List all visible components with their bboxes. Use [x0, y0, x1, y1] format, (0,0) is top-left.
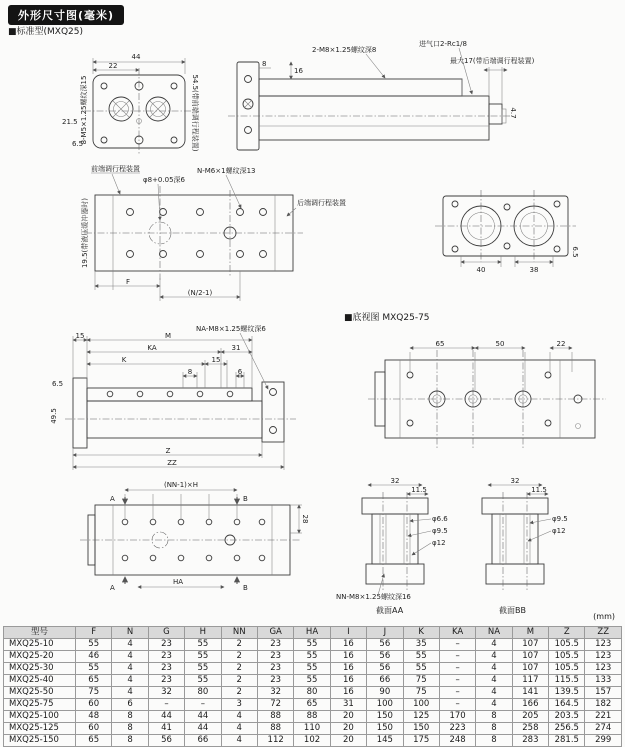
dim-cell: 41	[148, 723, 184, 735]
body-top-view	[80, 164, 346, 301]
table-row	[4, 675, 622, 687]
dim-cell: 56	[148, 735, 184, 747]
dim-cell: 170	[439, 711, 475, 723]
mounting-hole-top-view	[80, 481, 309, 592]
dim-cell: 105.5	[549, 651, 585, 663]
dim-cell: 2	[221, 639, 257, 651]
dim-cell: 65	[76, 675, 112, 687]
column-header: N	[112, 627, 148, 639]
dim-cell: 23	[148, 663, 184, 675]
section-aa-label: 截面AA	[376, 606, 404, 615]
dim-cell: 23	[257, 663, 293, 675]
model-cell: MXQ25-10	[4, 639, 76, 651]
assembly-side-view	[228, 39, 535, 150]
dim-cell: 80	[294, 687, 330, 699]
dim-cell: –	[439, 687, 475, 699]
dim-cell: 100	[367, 699, 403, 711]
dim-cell: 66	[185, 735, 221, 747]
dim-cell: 75	[403, 687, 439, 699]
dim-cell: 44	[185, 711, 221, 723]
dim-cell: 281.5	[549, 735, 585, 747]
model-cell: MXQ25-20	[4, 651, 76, 663]
table-row	[4, 723, 622, 735]
dim-label: 22	[556, 340, 566, 348]
dim-cell: 75	[403, 675, 439, 687]
dim-label: 44	[131, 53, 141, 61]
dim-cell: 105.5	[549, 639, 585, 651]
dim-label: φ9.5	[552, 515, 568, 523]
model-cell: MXQ25-75	[4, 699, 76, 711]
dim-cell: 55	[403, 651, 439, 663]
dim-cell: 55	[185, 675, 221, 687]
dim-cell: 4	[112, 687, 148, 699]
dim-label: φ6.6	[432, 515, 448, 523]
thread-note: N-M6×1螺纹深13	[197, 167, 256, 175]
bottom-view-mxq25-75	[368, 340, 606, 448]
dim-label: 6	[237, 368, 243, 376]
dim-cell: 102	[294, 735, 330, 747]
dim-cell: 8	[476, 711, 512, 723]
dim-label: K	[121, 356, 127, 364]
dim-cell: 23	[257, 639, 293, 651]
dim-cell: 65	[294, 699, 330, 711]
dim-cell: 175	[403, 735, 439, 747]
table-header-row	[4, 627, 622, 639]
dim-cell: 46	[76, 651, 112, 663]
section-bb-view	[482, 477, 568, 615]
dim-label: KA	[147, 344, 157, 352]
dim-cell: 150	[367, 723, 403, 735]
air-port-note: 进气口2-Rc1/8	[419, 40, 467, 48]
stroke-adjuster-note: 54.5(带前端调行程装置)	[191, 74, 199, 152]
dim-cell: 20	[330, 711, 366, 723]
dim-cell: 48	[76, 711, 112, 723]
dim-cell: 32	[148, 687, 184, 699]
column-header: KA	[439, 627, 475, 639]
column-header: H	[185, 627, 221, 639]
dim-cell: 283	[512, 735, 548, 747]
column-header: J	[367, 627, 403, 639]
dim-label: (NN-1)×H	[163, 481, 199, 489]
dim-label: 11.5	[411, 486, 427, 494]
model-cell: MXQ25-30	[4, 663, 76, 675]
dim-cell: 107	[512, 663, 548, 675]
dim-cell: 123	[585, 639, 622, 651]
dim-cell: 123	[585, 663, 622, 675]
side-elevation-view	[50, 324, 296, 470]
dim-cell: 88	[257, 723, 293, 735]
dim-label: 8	[187, 368, 193, 376]
model-cell: MXQ25-100	[4, 711, 76, 723]
dim-cell: 88	[294, 711, 330, 723]
dim-cell: 31	[330, 699, 366, 711]
dim-label: F	[125, 278, 131, 286]
dim-cell: 20	[330, 735, 366, 747]
dim-cell: 150	[403, 723, 439, 735]
dim-label: 4.7	[509, 107, 517, 119]
dim-cell: 150	[367, 711, 403, 723]
dim-label: 22	[108, 62, 118, 70]
dim-cell: 4	[221, 723, 257, 735]
dim-cell: 55	[185, 639, 221, 651]
dim-cell: –	[439, 699, 475, 711]
model-cell: MXQ25-50	[4, 687, 76, 699]
front-adjuster-note: 前端调行程装置	[91, 165, 140, 173]
dim-cell: 145	[367, 735, 403, 747]
dim-label: 50	[495, 340, 505, 348]
dim-cell: 2	[221, 687, 257, 699]
dim-cell: 35	[403, 639, 439, 651]
dim-cell: 55	[185, 651, 221, 663]
section-mark: A	[110, 584, 115, 592]
dim-label: M	[164, 332, 172, 340]
unit-label: (mm)	[593, 612, 615, 621]
dim-cell: 105.5	[549, 663, 585, 675]
dim-cell: 23	[148, 651, 184, 663]
dim-label: Z	[165, 447, 171, 455]
dim-cell: 75	[76, 687, 112, 699]
buffer-note: 19.5(带液压缓冲器时)	[81, 197, 89, 269]
column-header: NN	[221, 627, 257, 639]
dim-cell: 6	[112, 699, 148, 711]
dim-cell: 88	[257, 711, 293, 723]
dim-cell: 90	[367, 687, 403, 699]
dim-cell: 55	[403, 663, 439, 675]
column-header: M	[512, 627, 548, 639]
dim-cell: 205	[512, 711, 548, 723]
dim-cell: 115.5	[549, 675, 585, 687]
dim-cell: 157	[585, 687, 622, 699]
dim-cell: 133	[585, 675, 622, 687]
dim-cell: 60	[76, 723, 112, 735]
dim-label: 16	[294, 67, 303, 75]
column-header: I	[330, 627, 366, 639]
dim-cell: 2	[221, 651, 257, 663]
standard-type-label: ■标准型(MXQ25)	[8, 27, 83, 37]
body-end-view	[435, 190, 579, 274]
dim-cell: 4	[476, 651, 512, 663]
dim-cell: 100	[403, 699, 439, 711]
dim-cell: –	[439, 675, 475, 687]
max-stroke-note: 最大17(带后端调行程装置)	[450, 57, 535, 65]
dim-label: 6.5	[52, 380, 64, 388]
dim-cell: 4	[112, 651, 148, 663]
dim-cell: 66	[367, 675, 403, 687]
table-row	[4, 651, 622, 663]
dim-cell: 4	[221, 711, 257, 723]
column-header: Z	[549, 627, 585, 639]
dim-label: 15	[75, 332, 85, 340]
dim-label: φ9.5	[432, 527, 448, 535]
dim-cell: 139.5	[549, 687, 585, 699]
dim-cell: 16	[330, 639, 366, 651]
model-cell: MXQ25-125	[4, 723, 76, 735]
dim-label: 21.5	[62, 118, 78, 126]
dim-cell: 256.5	[549, 723, 585, 735]
dim-cell: 223	[439, 723, 475, 735]
table-row	[4, 639, 622, 651]
dim-label: 40	[476, 266, 486, 274]
dim-cell: 16	[330, 651, 366, 663]
dim-cell: 16	[330, 687, 366, 699]
dim-cell: 4	[476, 699, 512, 711]
dim-cell: 23	[257, 675, 293, 687]
dim-label: 11.5	[531, 486, 547, 494]
dim-cell: 258	[512, 723, 548, 735]
dim-label: 38	[529, 266, 539, 274]
dim-cell: 4	[476, 675, 512, 687]
dim-cell: 4	[476, 687, 512, 699]
dim-cell: 117	[512, 675, 548, 687]
dim-cell: 8	[112, 711, 148, 723]
dim-cell: –	[439, 663, 475, 675]
column-header: 型号	[4, 627, 76, 639]
dim-label: HA	[172, 578, 184, 586]
dim-cell: 23	[148, 639, 184, 651]
dim-label: 15	[211, 356, 221, 364]
dim-cell: 164.5	[549, 699, 585, 711]
dim-cell: 55	[294, 651, 330, 663]
model-cell: MXQ25-150	[4, 735, 76, 747]
dim-cell: 2	[221, 675, 257, 687]
dim-cell: 4	[112, 663, 148, 675]
dim-cell: 65	[76, 735, 112, 747]
dim-cell: 60	[76, 699, 112, 711]
bottom-view-label: ■底视图 MXQ25-75	[344, 313, 430, 323]
dim-label: 8	[262, 60, 267, 68]
thread-note: 2-M8×1.25螺纹深8	[312, 46, 377, 54]
dim-label: φ12	[552, 527, 566, 535]
pin-hole-note: φ8+0.05深6	[143, 176, 185, 184]
dim-cell: 274	[585, 723, 622, 735]
dim-cell: 182	[585, 699, 622, 711]
dim-cell: 55	[294, 663, 330, 675]
section-bb-label: 截面BB	[499, 606, 526, 615]
dim-cell: 23	[148, 675, 184, 687]
rear-adjuster-note: 后端调行程装置	[297, 199, 346, 207]
table-row	[4, 711, 622, 723]
section-aa-view	[336, 477, 448, 615]
section-mark: B	[243, 584, 248, 592]
dim-cell: 112	[257, 735, 293, 747]
dim-cell: 8	[476, 723, 512, 735]
table-row	[4, 687, 622, 699]
dimension-table	[3, 626, 622, 747]
dim-label: 6.5	[571, 246, 579, 258]
dim-cell: 55	[76, 663, 112, 675]
section-mark: B	[243, 495, 248, 503]
dim-cell: 16	[330, 663, 366, 675]
thread-note: NN-M8×1.25螺纹深16	[336, 593, 411, 601]
dim-cell: 166	[512, 699, 548, 711]
dim-cell: 55	[294, 675, 330, 687]
column-header: GA	[257, 627, 293, 639]
table-row	[4, 735, 622, 747]
dim-label: (N/2-1)	[187, 289, 213, 297]
dim-cell: 56	[367, 651, 403, 663]
dim-label: φ12	[432, 539, 446, 547]
dim-cell: 125	[403, 711, 439, 723]
dim-cell: 44	[185, 723, 221, 735]
dim-cell: 4	[476, 663, 512, 675]
dim-cell: 2	[221, 663, 257, 675]
dim-label: 32	[390, 477, 400, 485]
column-header: HA	[294, 627, 330, 639]
dim-cell: 55	[185, 663, 221, 675]
dim-cell: 110	[294, 723, 330, 735]
dim-cell: 56	[367, 639, 403, 651]
dim-cell: 141	[512, 687, 548, 699]
thread-note: NA-M8×1.25螺纹深6	[196, 325, 266, 333]
dim-cell: 4	[112, 639, 148, 651]
dim-cell: –	[439, 651, 475, 663]
column-header: G	[148, 627, 184, 639]
column-header: K	[403, 627, 439, 639]
dim-label: 6.5	[72, 140, 84, 148]
dim-cell: 80	[185, 687, 221, 699]
dim-cell: –	[185, 699, 221, 711]
dim-cell: 107	[512, 639, 548, 651]
thread-note: 8-M5×1.25螺纹深15	[80, 75, 88, 145]
page-title: 外形尺寸图(毫米)	[8, 5, 124, 25]
dim-cell: 203.5	[549, 711, 585, 723]
column-header: NA	[476, 627, 512, 639]
dim-cell: 72	[257, 699, 293, 711]
dim-cell: 8	[112, 723, 148, 735]
dim-cell: –	[439, 639, 475, 651]
dim-cell: 8	[112, 735, 148, 747]
dim-cell: 3	[221, 699, 257, 711]
dim-cell: 299	[585, 735, 622, 747]
column-header: ZZ	[585, 627, 622, 639]
table-row	[4, 663, 622, 675]
dim-label: 32	[510, 477, 520, 485]
dim-cell: 55	[76, 639, 112, 651]
dim-cell: 107	[512, 651, 548, 663]
dim-cell: 123	[585, 651, 622, 663]
column-header: F	[76, 627, 112, 639]
dim-cell: 248	[439, 735, 475, 747]
dim-label: 49.5	[50, 408, 58, 424]
dim-cell: 4	[112, 675, 148, 687]
dim-cell: –	[148, 699, 184, 711]
section-mark: A	[110, 495, 115, 503]
dim-label: 28	[301, 514, 309, 524]
dim-cell: 56	[367, 663, 403, 675]
dim-cell: 55	[294, 639, 330, 651]
table-row	[4, 699, 622, 711]
dim-label: 65	[435, 340, 445, 348]
dim-cell: 4	[476, 639, 512, 651]
dim-cell: 20	[330, 723, 366, 735]
dim-cell: 221	[585, 711, 622, 723]
dim-cell: 8	[476, 735, 512, 747]
dim-cell: 32	[257, 687, 293, 699]
dim-cell: 4	[221, 735, 257, 747]
dim-cell: 44	[148, 711, 184, 723]
dim-label: ZZ	[167, 459, 177, 467]
dim-label: 31	[231, 344, 241, 352]
model-cell: MXQ25-40	[4, 675, 76, 687]
dim-cell: 16	[330, 675, 366, 687]
end-plate-top-view	[62, 53, 200, 154]
dim-cell: 23	[257, 651, 293, 663]
